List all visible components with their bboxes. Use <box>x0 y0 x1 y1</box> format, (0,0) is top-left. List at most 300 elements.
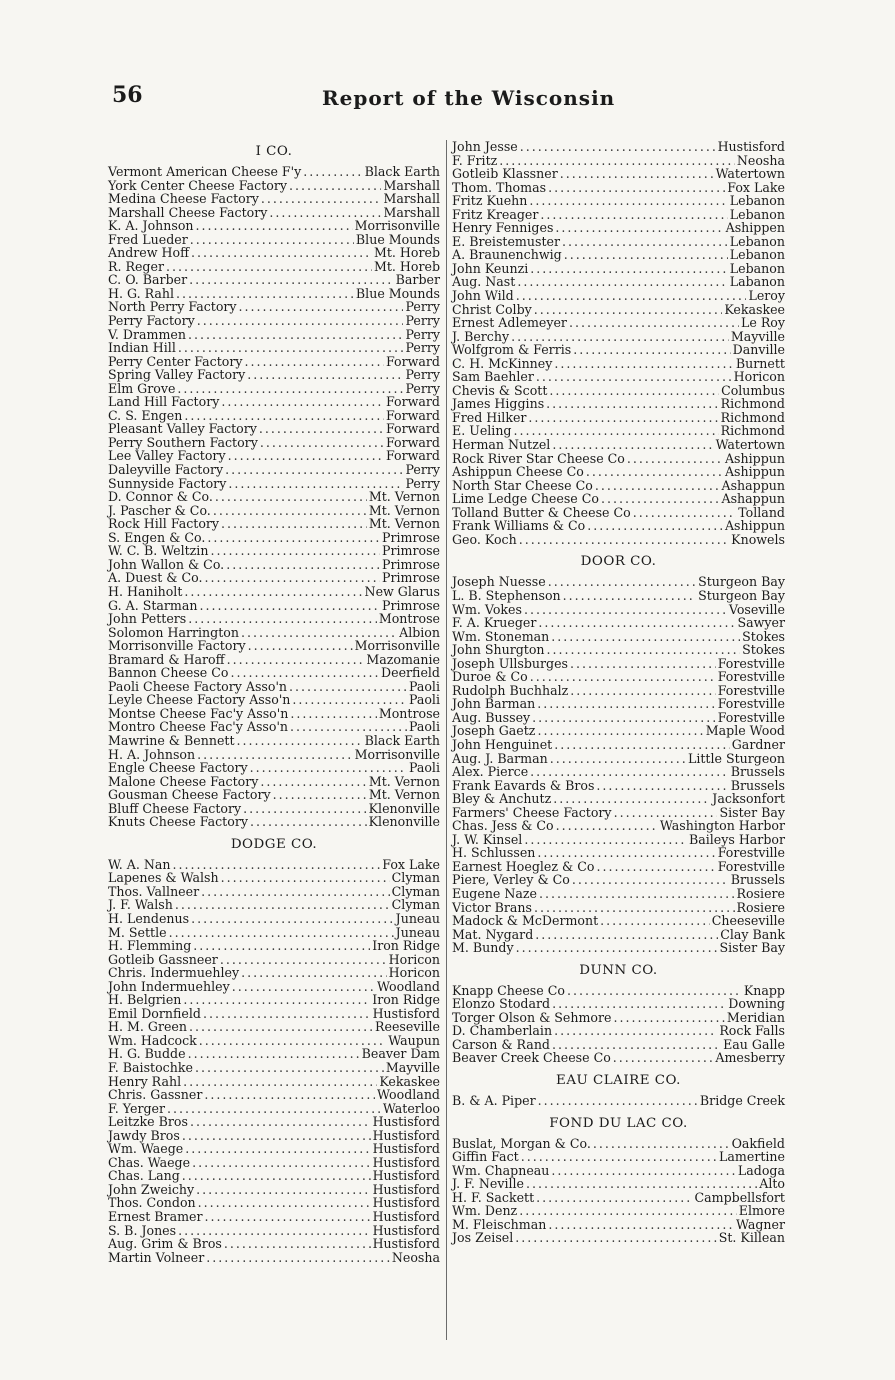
entry-place: Ashappun <box>721 477 785 493</box>
directory-entry <box>452 1011 785 1025</box>
entry-place: Montrose <box>378 705 440 721</box>
dot-leader <box>521 1150 717 1164</box>
entry-name: Leyle Cheese Factory Asso'n <box>108 692 291 708</box>
entry-name: A. Duest & Co. <box>108 570 203 586</box>
dot-leader <box>536 1191 692 1205</box>
entry-name: John Petters <box>108 611 187 627</box>
entry-place: Forestville <box>717 858 785 874</box>
dot-leader <box>224 1237 371 1251</box>
directory-entry <box>108 653 440 667</box>
entry-place: Hustisford <box>372 1222 440 1238</box>
entry-place: Voseville <box>728 601 785 617</box>
entry-name: S. Engen & Co. <box>108 529 206 545</box>
dot-leader <box>303 165 362 179</box>
dot-leader <box>190 233 354 247</box>
dot-leader <box>552 1038 721 1052</box>
entry-name: Farmers' Cheese Factory <box>452 804 612 820</box>
entry-name: H. Flemming <box>108 938 192 954</box>
dot-leader <box>569 316 739 330</box>
entry-place: Reeseville <box>375 1019 440 1035</box>
directory-entry <box>108 993 440 1007</box>
dot-leader <box>221 395 384 409</box>
entry-name: M. Settle <box>108 924 167 940</box>
entry-name: Leitzke Bros <box>108 1114 188 1130</box>
entry-name: D. Chamberlain <box>452 1023 553 1039</box>
directory-entry <box>452 928 785 942</box>
dot-leader <box>535 928 718 942</box>
entry-place: Beaver Dam <box>361 1046 440 1062</box>
directory-entry <box>452 1038 785 1052</box>
entry-place: Bridge Creek <box>699 1093 785 1108</box>
entry-place: Primrose <box>382 556 440 572</box>
directory-entry <box>452 1150 785 1164</box>
entry-name: Mawrine & Bennett <box>108 732 235 748</box>
dot-leader <box>173 858 381 872</box>
entry-name: Chris. Gassner <box>108 1087 203 1103</box>
entry-place: Hustisford <box>372 1154 440 1170</box>
directory-entry <box>108 571 440 585</box>
directory-entry <box>452 289 785 303</box>
county-section <box>108 144 440 829</box>
entry-name: Rock Hill Factory <box>108 516 220 532</box>
dot-leader <box>213 504 367 518</box>
entry-place: Le Roy <box>741 315 785 331</box>
directory-entry <box>108 382 440 396</box>
entry-place: Hustisford <box>372 1005 440 1021</box>
entry-name: Frank Williams & Co <box>452 518 586 534</box>
directory-entry <box>452 208 785 222</box>
entry-place: Forestville <box>717 845 785 861</box>
directory-entry <box>452 1094 785 1108</box>
entry-name: F. Yerger <box>108 1100 166 1116</box>
dot-leader <box>548 1218 734 1232</box>
entry-name: Fritz Kreager <box>452 206 539 222</box>
entry-name: H. Lendenus <box>108 910 190 926</box>
entry-place: Clay Bank <box>720 926 785 942</box>
entry-place: Knowels <box>731 531 785 547</box>
dot-leader <box>221 517 367 531</box>
entry-name: Chevis & Scott <box>452 382 548 398</box>
directory-entry <box>452 630 785 644</box>
dot-leader <box>532 711 716 725</box>
entry-place: Columbus <box>721 382 785 398</box>
directory-entry <box>108 1142 440 1156</box>
dot-leader <box>586 465 723 479</box>
directory-entry <box>108 858 440 872</box>
entry-name: M. Fleischman <box>452 1216 547 1232</box>
dot-leader <box>183 993 370 1007</box>
dot-leader <box>193 939 370 953</box>
dot-leader <box>554 1024 717 1038</box>
directory-entry <box>108 1183 440 1197</box>
entry-place: Amesberry <box>715 1050 785 1066</box>
dot-leader <box>550 752 686 766</box>
directory-entry <box>108 449 440 463</box>
dot-leader <box>241 966 387 980</box>
entry-place: Clyman <box>391 870 440 886</box>
entry-place: Hustisford <box>372 1114 440 1130</box>
entry-place: Fox Lake <box>382 856 440 872</box>
entry-name: Bannon Cheese Co <box>108 665 229 681</box>
entry-place: Forward <box>385 421 440 437</box>
entry-place: Paoli <box>408 719 440 735</box>
dot-leader <box>239 300 404 314</box>
county-section <box>452 140 785 546</box>
directory-entry <box>452 357 785 371</box>
dot-leader <box>564 248 728 262</box>
entry-place: Burnett <box>735 355 785 371</box>
entry-place: Morrisonville <box>354 746 440 762</box>
directory-entry <box>108 693 440 707</box>
entry-place: Richmond <box>720 409 785 425</box>
dot-leader <box>167 1102 381 1116</box>
dot-leader <box>198 1196 371 1210</box>
entry-place: Lebanon <box>729 233 785 249</box>
entry-name: Giffin Fact <box>452 1149 519 1165</box>
directory-entry <box>108 802 440 816</box>
dot-leader <box>567 984 742 998</box>
entry-name: John Indermuehley <box>108 978 230 994</box>
county-section <box>452 963 785 1065</box>
entry-name: James Higgins <box>452 396 545 412</box>
entry-place: Forward <box>385 448 440 464</box>
entry-name: Gotleib Gassneer <box>108 951 218 967</box>
dot-leader <box>201 885 390 899</box>
directory-entry <box>108 517 440 531</box>
entry-place: Blue Mounds <box>355 285 440 301</box>
directory-entry <box>452 1177 785 1191</box>
dot-leader <box>237 734 363 748</box>
entry-name: Aug. Bussey <box>452 709 531 725</box>
dot-leader <box>188 612 377 626</box>
entry-name: Malone Cheese Factory <box>108 773 259 789</box>
entry-name: John Wild <box>452 288 514 304</box>
entry-place: Albion <box>399 624 440 640</box>
entry-place: Deerfield <box>381 665 440 681</box>
entry-place: Perry <box>405 380 440 396</box>
entry-name: Knuts Cheese Factory <box>108 814 248 830</box>
entry-name: Alex. Pierce <box>452 764 529 780</box>
entry-name: Frank Eavards & Bros <box>452 777 595 793</box>
entry-place: Forward <box>385 353 440 369</box>
county-heading: DUNN CO. <box>579 962 658 978</box>
entry-name: Andrew Hoff <box>108 245 190 261</box>
directory-entry <box>452 1204 785 1218</box>
entry-name: F. Baistochke <box>108 1060 193 1075</box>
entry-place: Hustisford <box>372 1209 440 1225</box>
entry-place: Iron Ridge <box>372 938 440 954</box>
entry-place: Lamertine <box>719 1149 785 1165</box>
dot-leader <box>530 765 729 779</box>
entry-name: H. M. Green <box>108 1019 187 1035</box>
entry-place: Washington Harbor <box>659 818 785 834</box>
dot-leader <box>524 603 727 617</box>
entry-place: Sawyer <box>737 615 785 631</box>
dot-leader <box>205 1210 371 1224</box>
directory-entry <box>452 384 785 398</box>
entry-name: E. Ueling <box>452 423 512 439</box>
directory-entry <box>452 424 785 438</box>
left-column <box>108 140 440 1264</box>
dot-leader <box>595 479 720 493</box>
entry-name: J. Pascher & Co. <box>108 502 211 518</box>
entry-name: J. F. Walsh <box>108 897 173 913</box>
directory-entry <box>452 901 785 915</box>
dot-leader <box>530 670 716 684</box>
directory-entry <box>108 1047 440 1061</box>
entry-place: Sister Bay <box>719 940 785 956</box>
directory-entry <box>108 463 440 477</box>
directory-entry <box>452 873 785 887</box>
directory-entry <box>108 558 440 572</box>
directory-entry <box>108 395 440 409</box>
entry-name: Fritz Kuehn <box>452 193 528 209</box>
entry-place: Mt. Vernon <box>368 502 440 518</box>
dot-leader <box>570 684 715 698</box>
dot-leader <box>556 819 658 833</box>
entry-place: Mt. Vernon <box>368 489 440 505</box>
dot-leader <box>290 707 376 721</box>
entry-place: Rock Falls <box>719 1023 785 1039</box>
dot-leader <box>524 833 687 847</box>
dot-leader <box>528 411 718 425</box>
directory-entry <box>108 165 440 179</box>
entry-place: Hustisford <box>372 1168 440 1184</box>
entry-place: Sturgeon Bay <box>698 587 785 603</box>
dot-leader <box>203 1007 371 1021</box>
directory-entry <box>108 314 440 328</box>
entry-place: Marshall <box>383 204 440 220</box>
directory-entry <box>108 966 440 980</box>
entry-place: Rosiere <box>736 885 785 901</box>
directory-entry <box>452 167 785 181</box>
entry-place: Ashappun <box>721 491 785 507</box>
entry-name: Solomon Harrington <box>108 624 239 640</box>
entry-name: Sunnyside Factory <box>108 475 227 491</box>
entry-place: Watertown <box>715 166 785 182</box>
dot-leader <box>226 558 380 572</box>
entry-name: Pleasant Valley Factory <box>108 421 257 437</box>
entry-place: Brussels <box>730 872 785 888</box>
dot-leader <box>248 639 353 653</box>
entry-place: Hustisford <box>372 1141 440 1157</box>
dot-leader <box>613 1051 714 1065</box>
entry-name: Morrisonville Factory <box>108 638 246 654</box>
directory-entry <box>452 533 785 547</box>
entry-name: Medina Cheese Factory <box>108 191 259 207</box>
dot-leader <box>191 912 394 926</box>
entry-name: M. Bundy <box>452 940 514 956</box>
entry-place: Mazomanie <box>366 651 440 667</box>
entry-name: W. C. B. Weltzin <box>108 543 209 559</box>
entry-name: H. G. Rahl <box>108 285 175 301</box>
entry-place: Woodland <box>376 978 440 994</box>
directory-entry <box>108 531 440 545</box>
entry-place: Montrose <box>378 611 440 627</box>
dot-leader <box>554 738 730 752</box>
directory-entry <box>108 748 440 762</box>
entry-name: Earnest Hoeglez & Co <box>452 858 595 874</box>
entry-place: Mayville <box>385 1060 440 1075</box>
entry-place: Perry <box>405 340 440 356</box>
entry-place: Juneau <box>395 910 440 926</box>
entry-name: Chas. Jess & Co <box>452 818 554 834</box>
entry-place: Lebanon <box>729 247 785 263</box>
directory-entry <box>108 206 440 220</box>
directory-entry <box>108 953 440 967</box>
dot-leader <box>199 1034 386 1048</box>
dot-leader <box>183 1075 377 1089</box>
dot-leader <box>539 887 735 901</box>
entry-place: Hustisford <box>372 1127 440 1143</box>
entry-place: Neosha <box>391 1249 440 1265</box>
entry-place: Perry <box>405 326 440 342</box>
directory-entry <box>108 1102 440 1116</box>
dot-leader <box>189 273 394 287</box>
entry-name: Beaver Creek Cheese Co <box>452 1050 611 1066</box>
entry-place: Waupun <box>388 1032 440 1048</box>
entry-place: Labanon <box>729 274 785 290</box>
dot-leader <box>511 330 729 344</box>
entry-place: Campbellsfort <box>694 1189 785 1205</box>
dot-leader <box>538 616 735 630</box>
directory-entry <box>108 885 440 899</box>
entry-place: Mt. Vernon <box>368 787 440 803</box>
column-divider <box>446 140 447 1340</box>
dot-leader <box>175 898 390 912</box>
entry-place: Alto <box>759 1176 785 1192</box>
entry-name: Bramard & Haroff <box>108 651 225 667</box>
directory-entry <box>452 697 785 711</box>
right-column <box>452 140 785 1245</box>
directory-entry <box>452 1231 785 1245</box>
dot-leader <box>207 531 380 545</box>
entry-name: Henry Fenniges <box>452 220 554 236</box>
entry-name: Engle Cheese Factory <box>108 760 248 776</box>
directory-entry <box>108 912 440 926</box>
entry-place: Kekaskee <box>379 1073 440 1089</box>
entry-name: Sam Baehler <box>452 369 534 385</box>
entry-name: Torger Olson & Sehmore <box>452 1009 612 1025</box>
entry-name: John Henguinet <box>452 736 553 752</box>
dot-leader <box>220 953 387 967</box>
dot-leader <box>516 289 747 303</box>
entry-place: Clyman <box>391 883 440 899</box>
directory-entry <box>108 477 440 491</box>
directory-entry <box>108 707 440 721</box>
entry-name: Emil Dornfield <box>108 1005 201 1021</box>
directory-entry <box>108 368 440 382</box>
directory-entry <box>452 411 785 425</box>
entry-name: John Keunzi <box>452 260 529 276</box>
dot-leader <box>189 1020 373 1034</box>
entry-name: Gousman Cheese Factory <box>108 787 271 803</box>
county-heading: DOOR CO. <box>580 554 657 570</box>
directory-entry <box>452 438 785 452</box>
dot-leader <box>184 409 384 423</box>
entry-place: Sturgeon Bay <box>698 574 785 590</box>
entry-name: W. A. Nan <box>108 856 171 872</box>
entry-name: Elm Grove <box>108 380 176 396</box>
dot-leader <box>627 452 723 466</box>
dot-leader <box>210 544 380 558</box>
entry-place: Paoli <box>408 692 440 708</box>
directory-entry <box>452 330 785 344</box>
entry-place: Mt. Vernon <box>368 773 440 789</box>
entry-name: Jawdy Bros <box>108 1127 180 1143</box>
entry-name: Indian Hill <box>108 340 176 356</box>
entry-name: V. Drammen <box>108 326 186 342</box>
entry-name: Wm. Denz <box>452 1203 518 1219</box>
entry-name: Geo. Koch <box>452 531 517 547</box>
entry-place: Perry <box>405 299 440 315</box>
directory-entry <box>452 616 785 630</box>
dot-leader <box>499 154 735 168</box>
entry-place: Rosiere <box>736 899 785 915</box>
entry-name: G. A. Starman <box>108 597 198 613</box>
entry-place: Stokes <box>742 642 785 658</box>
entry-place: Paoli <box>408 678 440 694</box>
directory-entry <box>452 140 785 154</box>
entry-name: Fred Hilker <box>452 409 527 425</box>
dot-leader <box>587 519 723 533</box>
entry-place: Black Earth <box>364 732 440 748</box>
dot-leader <box>241 626 397 640</box>
dot-leader <box>182 1169 371 1183</box>
entry-name: D. Connor & Co. <box>108 489 213 505</box>
entry-place: Ashippen <box>725 220 785 236</box>
directory-entry <box>452 221 785 235</box>
dot-leader <box>260 775 366 789</box>
entry-name: Wm. Waege <box>108 1141 184 1157</box>
directory-entry <box>108 1196 440 1210</box>
entry-place: Blue Mounds <box>355 231 440 247</box>
entry-place: Knapp <box>743 982 785 998</box>
entry-name: Montse Cheese Fac'y Asso'n <box>108 705 289 721</box>
directory-entry <box>452 765 785 779</box>
entry-name: Aug. Nast <box>452 274 516 290</box>
county-section <box>452 554 785 954</box>
entry-name: Thos. Vallneer <box>108 883 200 899</box>
directory-entry <box>108 626 440 640</box>
directory-entry <box>452 724 785 738</box>
entry-place: Forestville <box>717 655 785 671</box>
dot-leader <box>537 724 703 738</box>
entry-name: Ashippun Cheese Co <box>452 464 584 480</box>
dot-leader <box>190 1115 371 1129</box>
directory-entry <box>452 248 785 262</box>
dot-leader <box>536 370 732 384</box>
directory-entry <box>452 1051 785 1065</box>
directory-entry <box>108 1115 440 1129</box>
directory-entry <box>452 1164 785 1178</box>
dot-leader <box>596 779 728 793</box>
entry-place: Primrose <box>382 529 440 545</box>
entry-place: Stokes <box>742 628 785 644</box>
entry-place: Perry <box>405 313 440 329</box>
entry-name: Wm. Hadcock <box>108 1032 197 1048</box>
entry-name: A. Braunenchwig <box>452 247 562 263</box>
directory-entry <box>108 815 440 829</box>
entry-place: Black Earth <box>364 164 440 179</box>
directory-entry <box>452 492 785 506</box>
dot-leader <box>537 697 716 711</box>
entry-name: Piere, Verley & Co <box>452 872 570 888</box>
directory-entry <box>452 846 785 860</box>
entry-place: Forward <box>385 434 440 450</box>
dot-leader <box>227 653 365 667</box>
dot-leader <box>552 438 713 452</box>
